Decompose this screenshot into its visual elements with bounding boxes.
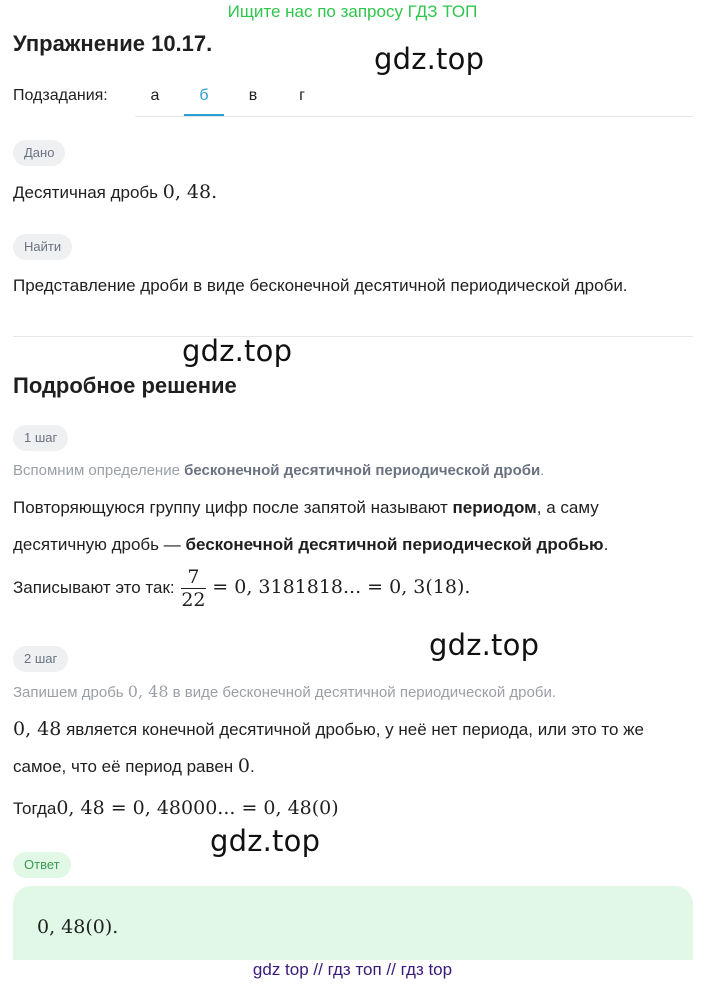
- step2-line2-end: .: [250, 757, 255, 776]
- step2-line3: [13, 797, 339, 819]
- tab-b[interactable]: б: [184, 78, 224, 116]
- solution-title: Подробное решение: [13, 373, 237, 398]
- answer-chip: Ответ: [13, 852, 71, 878]
- step1-line2-pre: десятичную дробь —: [13, 535, 181, 554]
- given-end: .: [211, 181, 218, 203]
- step2-formula: 0, 48 = 0, 48000... = 0, 48(0): [56, 797, 339, 819]
- step2-line1-math: 0, 48: [13, 718, 62, 740]
- watermark: gdz.top: [182, 334, 293, 368]
- divider: [13, 336, 693, 337]
- step1-line2-end: .: [603, 535, 609, 554]
- step2-hint-post: в виде бесконечной десятичной периодической дроби.: [172, 684, 557, 701]
- tab-v[interactable]: в: [248, 87, 258, 104]
- watermark: gdz.top: [210, 824, 321, 858]
- step1-hint-pre: Вспомним определение: [13, 462, 180, 479]
- exercise-title: Упражнение 10.17.: [13, 31, 213, 56]
- step1-line1: [13, 498, 599, 518]
- watermark: gdz.top: [374, 42, 485, 76]
- step2-line2-text: самое, что её период равен: [13, 757, 234, 776]
- step2-line1: [13, 718, 644, 740]
- footer: gdz top // гдз топ // гдз top: [252, 960, 453, 979]
- step1-line3-pre: Записывают это так:: [13, 577, 175, 597]
- step1-line2-bold: бесконечной десятичной периодической дробью: [185, 535, 604, 554]
- step2-line1-text: является конечной десятичной дробью, у неё нет периода, или это то же: [66, 720, 645, 739]
- step1-line1-post: , а саму: [536, 498, 599, 517]
- given-chip: Дано: [13, 140, 65, 166]
- step2-chip: 2 шаг: [13, 646, 68, 672]
- step2-hint: [13, 682, 556, 701]
- step2-line3-pre: Тогда: [13, 799, 57, 818]
- fraction-numerator: 7: [181, 566, 205, 589]
- given-label: Десятичная дробь: [13, 183, 159, 202]
- fraction: [181, 566, 205, 611]
- subtask-tabs: [135, 78, 693, 117]
- step1-line1-pre: Повторяющуюся группу цифр после запятой называют: [13, 498, 448, 517]
- given-text: [13, 181, 217, 203]
- find-text: Представление дроби в виде бесконечной десятичной периодической дроби.: [13, 276, 628, 295]
- answer-value: 0, 48(0).: [37, 916, 119, 938]
- step1-hint-bold: бесконечной десятичной периодической дроби: [184, 462, 541, 479]
- search-banner: Ищите нас по запросу ГДЗ ТОП: [227, 2, 478, 21]
- watermark: gdz.top: [429, 628, 540, 662]
- step1-line2: [13, 535, 608, 555]
- step2-hint-math: 0, 48: [127, 682, 169, 701]
- fraction-denominator: 22: [181, 589, 206, 611]
- find-chip: Найти: [13, 234, 72, 260]
- step1-hint-end: .: [540, 462, 545, 479]
- step1-chip: 1 шаг: [13, 425, 68, 451]
- tab-a[interactable]: а: [150, 87, 160, 104]
- step1-hint: [13, 462, 544, 479]
- step1-line3: [13, 566, 470, 611]
- step1-formula: = 0, 3181818... = 0, 3(18).: [212, 575, 471, 598]
- step2-line2: [13, 755, 255, 777]
- step2-hint-pre: Запишем дробь: [13, 684, 124, 701]
- subtasks-label: Подзадания:: [13, 87, 108, 104]
- step2-line2-math: 0: [237, 755, 251, 777]
- step1-line1-bold: периодом: [452, 498, 537, 517]
- tab-g[interactable]: г: [299, 87, 305, 104]
- given-value: 0, 48: [162, 181, 212, 203]
